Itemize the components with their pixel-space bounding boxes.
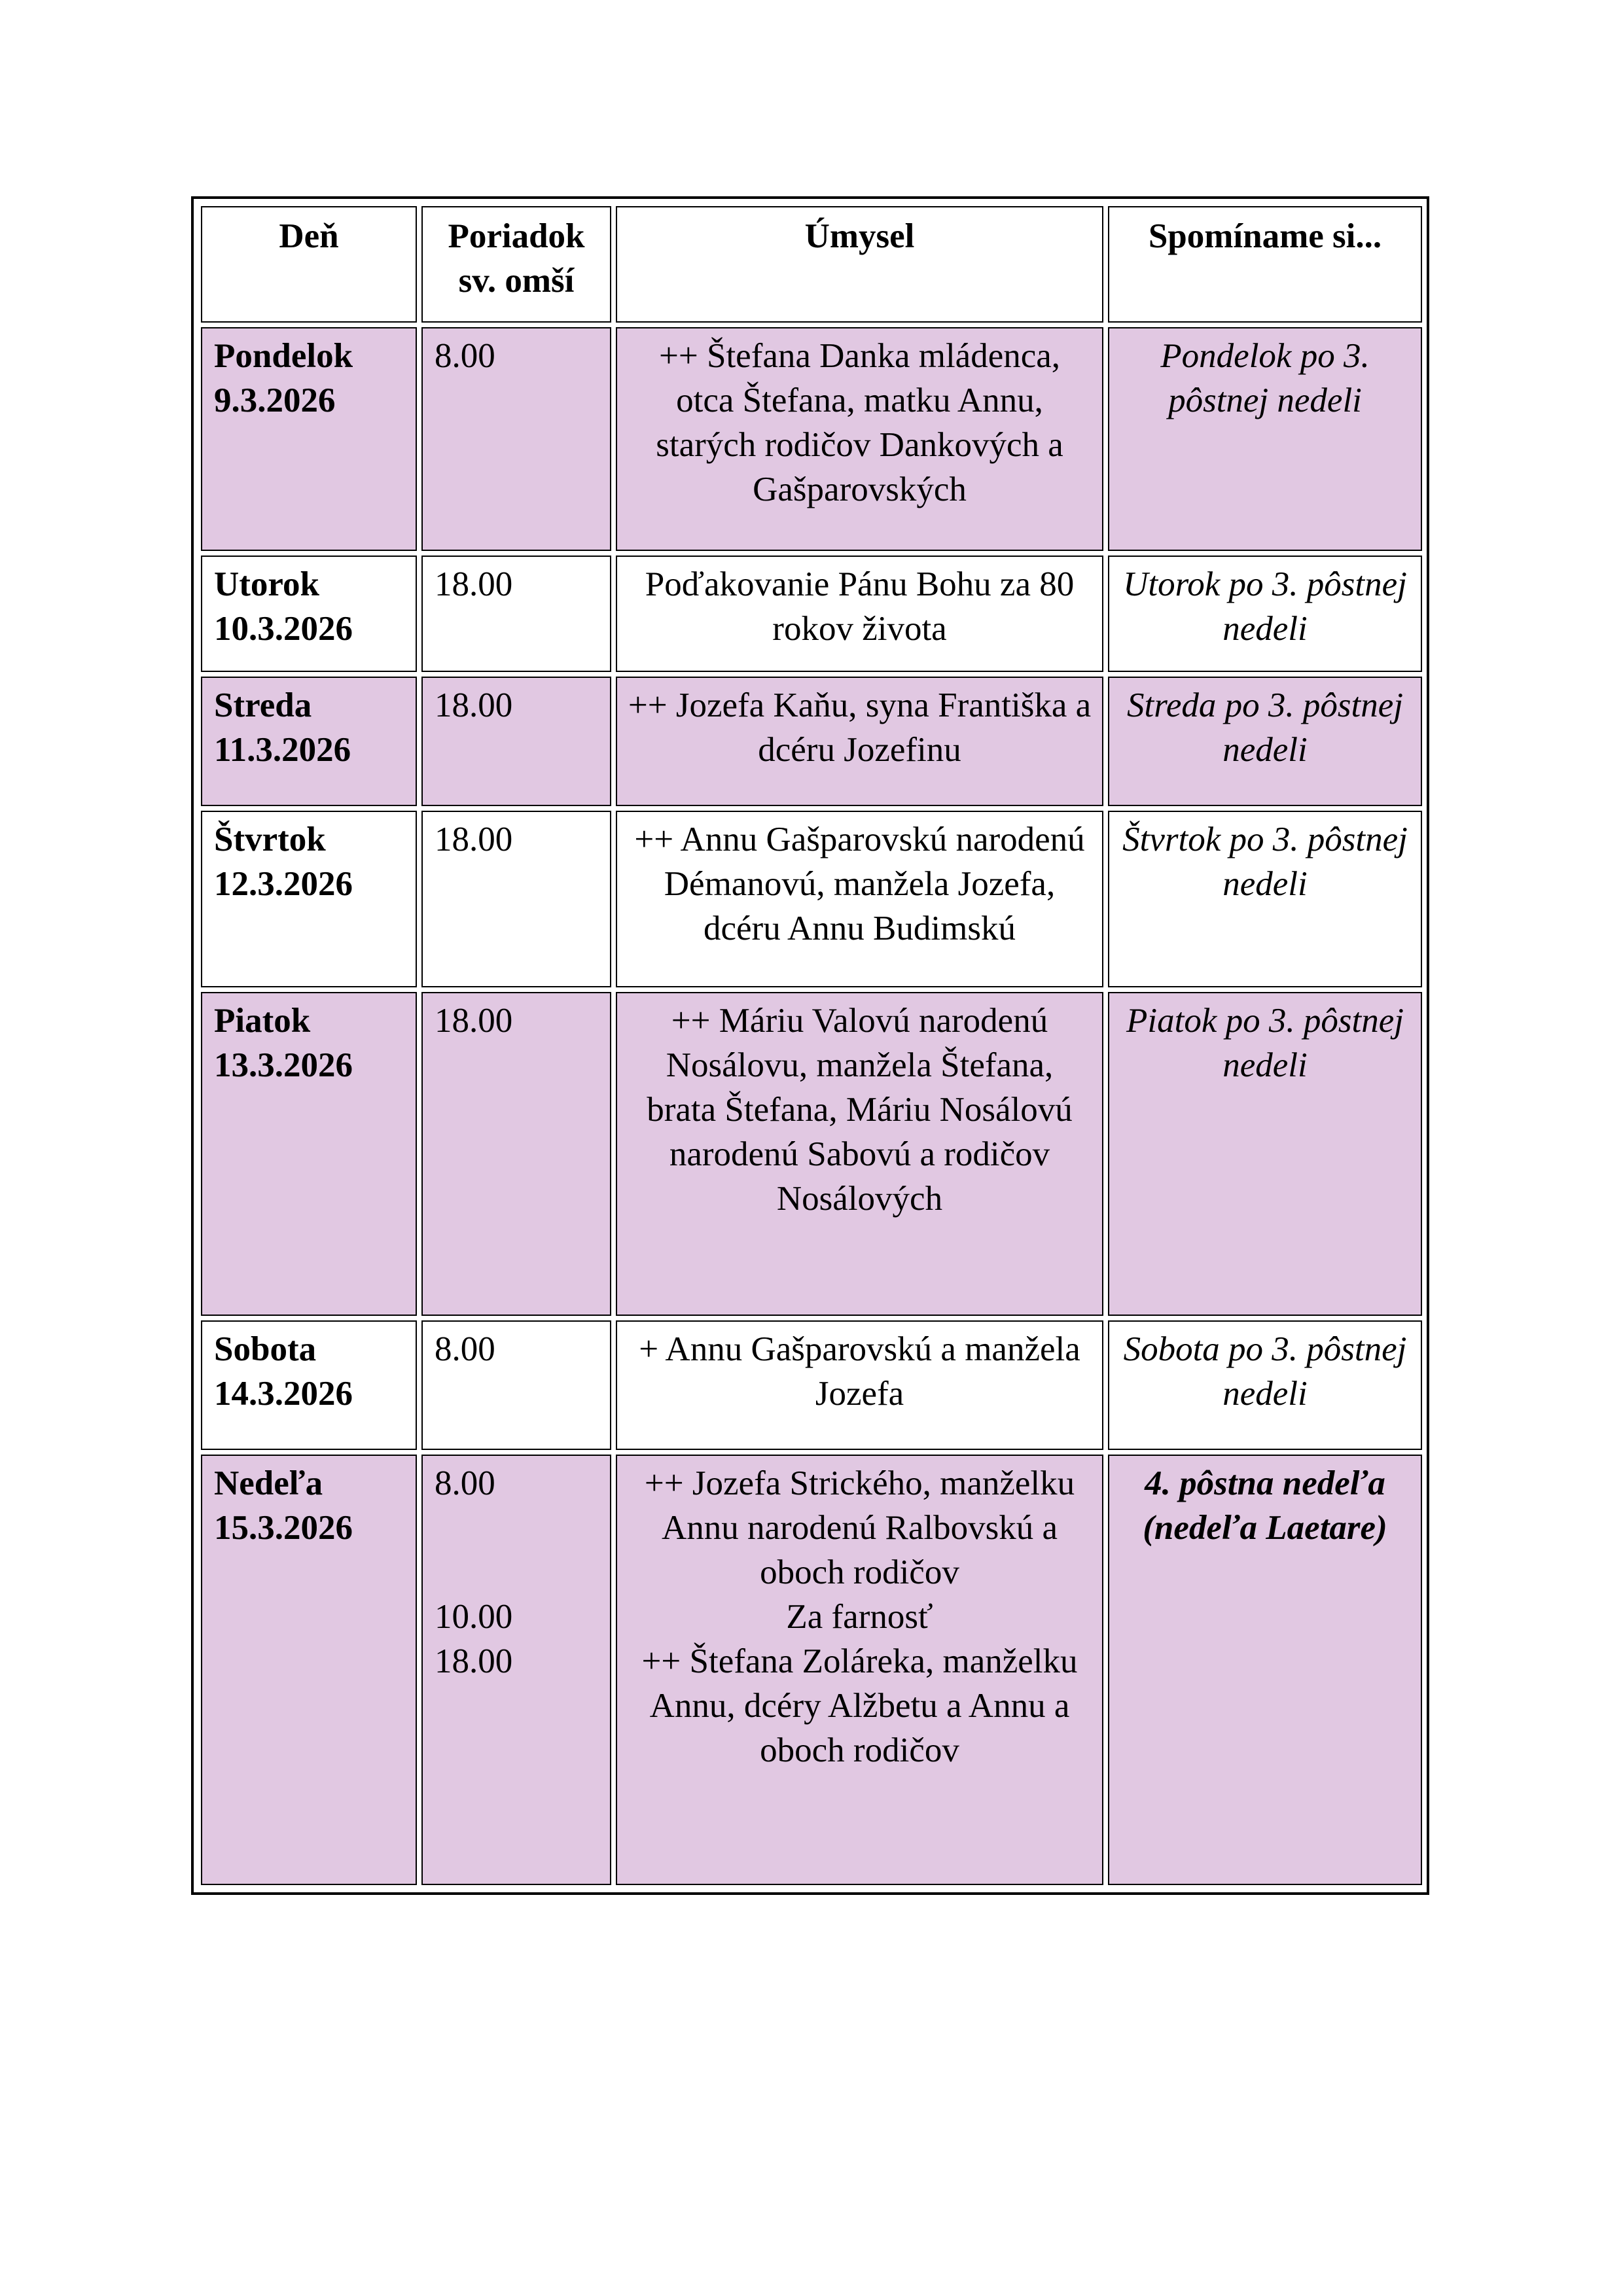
intent-cell: ++ Jozefa Strického, manželku Annu narodenú Ralbovskú a oboch rodičov Za farnosť ++ Štefana Zoláreka, manželku Annu, dcéry Alžbetu a Annu a oboch rodičov [616, 1455, 1103, 1885]
day-cell [201, 992, 417, 1316]
intent-cell: ++ Štefana Danka mládenca, otca Štefana, matku Annu, starých rodičov Dankových a Gašparovských [616, 327, 1103, 551]
header-intent: Úmysel [616, 206, 1103, 323]
day-date: 13.3.2026 [214, 1046, 353, 1084]
header-memo: Spomíname si... [1108, 206, 1422, 323]
day-date: 15.3.2026 [214, 1509, 353, 1547]
time-cell: 18.00 [421, 811, 611, 987]
mass-schedule-table [196, 202, 1427, 1890]
memo-cell: Pondelok po 3. pôstnej nedeli [1108, 327, 1422, 551]
day-date: 11.3.2026 [214, 731, 351, 769]
time-cell: 18.00 [421, 992, 611, 1316]
mass-schedule-frame [191, 196, 1429, 1895]
table-row-thursday [201, 811, 1422, 987]
table-row-tuesday [201, 556, 1422, 672]
day-date: 10.3.2026 [214, 610, 353, 648]
intent-cell: ++ Jozefa Kaňu, syna Františka a dcéru Jozefinu [616, 677, 1103, 806]
table-row-saturday [201, 1320, 1422, 1450]
day-date: 9.3.2026 [214, 381, 336, 419]
day-cell [201, 811, 417, 987]
memo-cell: Utorok po 3. pôstnej nedeli [1108, 556, 1422, 672]
intent-cell: ++ Annu Gašparovskú narodenú Démanovú, manžela Jozefa, dcéru Annu Budimskú [616, 811, 1103, 987]
day-name: Utorok [214, 565, 319, 603]
intent-cell: ++ Máriu Valovú narodenú Nosálovu, manžela Štefana, brata Štefana, Máriu Nosálovú narodenú Sabovú a rodičov Nosálových [616, 992, 1103, 1316]
memo-cell: 4. pôstna nedeľa (nedeľa Laetare) [1108, 1455, 1422, 1885]
day-name: Nedeľa [214, 1464, 323, 1502]
time-cell: 18.00 [421, 556, 611, 672]
day-name: Pondelok [214, 337, 353, 375]
day-cell [201, 327, 417, 551]
day-cell [201, 1455, 417, 1885]
table-row-friday [201, 992, 1422, 1316]
table-row-wednesday [201, 677, 1422, 806]
day-cell [201, 677, 417, 806]
memo-cell: Streda po 3. pôstnej nedeli [1108, 677, 1422, 806]
memo-cell: Sobota po 3. pôstnej nedeli [1108, 1320, 1422, 1450]
header-day: Deň [201, 206, 417, 323]
intent-cell: + Annu Gašparovskú a manžela Jozefa [616, 1320, 1103, 1450]
time-cell: 18.00 [421, 677, 611, 806]
day-date: 14.3.2026 [214, 1375, 353, 1413]
table-row-sunday [201, 1455, 1422, 1885]
day-date: 12.3.2026 [214, 865, 353, 903]
day-cell [201, 1320, 417, 1450]
day-cell [201, 556, 417, 672]
day-name: Sobota [214, 1330, 317, 1368]
table-row-monday [201, 327, 1422, 551]
memo-cell: Piatok po 3. pôstnej nedeli [1108, 992, 1422, 1316]
day-name: Piatok [214, 1002, 311, 1040]
intent-cell: Poďakovanie Pánu Bohu za 80 rokov života [616, 556, 1103, 672]
time-cell: 8.00 [421, 1320, 611, 1450]
memo-cell: Štvrtok po 3. pôstnej nedeli [1108, 811, 1422, 987]
time-cell: 8.00 10.00 18.00 [421, 1455, 611, 1885]
header-row [201, 206, 1422, 323]
time-cell: 8.00 [421, 327, 611, 551]
day-name: Streda [214, 686, 312, 724]
header-time: Poriadok sv. omší [421, 206, 611, 323]
day-name: Štvrtok [214, 821, 326, 858]
